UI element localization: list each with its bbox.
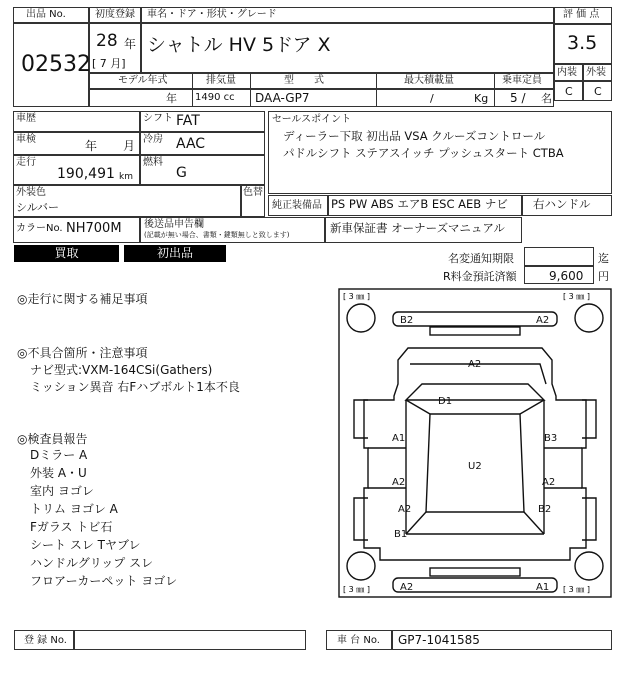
spec-divider-1 — [192, 73, 193, 107]
inspector-item: シート スレ Tヤブレ — [30, 538, 141, 552]
inspection-month: 月 — [123, 139, 136, 153]
windshield — [406, 384, 544, 400]
recycle-fee-value: 9,600 — [549, 269, 584, 283]
first-reg-year-unit: 年 — [124, 37, 137, 51]
shift-label: シフト — [143, 113, 173, 124]
steering-value: 右ハンドル — [533, 197, 591, 211]
aircon-label: 冷房 — [143, 134, 163, 145]
mark-right-front-door: A2 — [542, 477, 556, 488]
mark-left-front-fender: A1 — [392, 433, 406, 444]
capacity-value: 5 / — [510, 91, 526, 105]
reg-no-value-box — [74, 630, 306, 650]
aircon-value: AAC — [176, 136, 206, 152]
tire-label-br: [ 3 ㎜ ] — [563, 585, 590, 594]
mileage-value: 190,491 — [57, 166, 115, 182]
displacement-value: 1490 cc — [195, 92, 235, 103]
lot-label: 出品 No. — [26, 9, 66, 20]
front-grille — [430, 327, 520, 335]
interior-grade: C — [565, 85, 573, 98]
mileage-label: 走行 — [16, 157, 36, 168]
sales-points-line2: パドルシフト ステアスイッチ プッシュスタート CTBA — [283, 146, 564, 160]
inspector-item: フロアーカーペット ヨゴレ — [30, 574, 178, 588]
grade-label: 評 価 点 — [563, 9, 600, 20]
type-label: 型 式 — [284, 75, 324, 86]
damage-diagram — [338, 288, 612, 598]
ext-color-label: 外装色 — [16, 187, 46, 198]
sales-points-line1: ディーラー下取 初出品 VSA クルーズコントロール — [283, 129, 546, 143]
right-front-fender — [582, 400, 596, 438]
aftermarket-note: (記載が無い場合、書類・鍵類無しと致します) — [144, 231, 290, 239]
recycle-fee-label: R料金預託済額 — [443, 270, 517, 283]
max-load-slash: / — [430, 92, 434, 105]
capacity-unit: 名 — [541, 92, 552, 105]
capacity-label: 乗車定員 — [502, 75, 542, 86]
displacement-label: 排気量 — [206, 75, 236, 86]
notice-deadline-box — [524, 247, 594, 266]
tire-rear-left-icon — [347, 552, 375, 580]
mark-left-rear-quarter: B1 — [394, 529, 408, 540]
warranty-value: 新車保証書 オーナーズマニュアル — [330, 221, 505, 235]
max-load-unit: Kg — [474, 92, 489, 105]
mark-hood: A2 — [468, 359, 482, 370]
chassis-value: GP7-1041585 — [398, 633, 480, 647]
tire-front-right-icon — [575, 304, 603, 332]
first-reg-label: 初度登録 — [95, 9, 135, 20]
inspector-title: ◎検査員報告 — [17, 432, 88, 446]
first-reg-year: 28 — [96, 31, 118, 51]
defect-item: ミッション異音 右Fハブボルト1本不良 — [30, 380, 240, 394]
mark-rear-bumper-right: A1 — [536, 582, 550, 593]
aftermarket-label: 後送品申告欄 — [144, 219, 204, 230]
driving-notes-title: ◎走行に関する補足事項 — [17, 292, 148, 306]
color-no-label: カラーNo. — [16, 223, 63, 234]
first-reg-month: [ 7 月] — [92, 57, 126, 70]
car-diagram-svg — [338, 288, 612, 598]
spec-divider-4 — [494, 73, 495, 107]
history-label: 車歴 — [16, 113, 36, 124]
mark-front-bumper-left: B2 — [400, 315, 414, 326]
inspector-item: トリム ヨゴレ A — [30, 502, 118, 516]
fuel-label: 燃料 — [143, 157, 163, 168]
exterior-grade: C — [594, 85, 602, 98]
equipment-label: 純正装備品 — [272, 200, 322, 211]
model-year-unit: 年 — [166, 92, 177, 105]
rear-garnish — [430, 568, 520, 576]
mark-right-rear-door: B2 — [538, 504, 552, 515]
spec-divider-3 — [376, 73, 377, 107]
equipment-items: PS PW ABS エアB ESC AEB ナビ — [331, 197, 508, 211]
mark-left-front-door: A2 — [392, 477, 406, 488]
interior-label: 内装 — [557, 67, 577, 78]
type-value: DAA-GP7 — [255, 91, 310, 105]
model-year-label: モデル年式 — [118, 75, 168, 86]
spec-divider-2 — [250, 73, 251, 107]
grade-value: 3.5 — [567, 32, 598, 54]
chassis-label: 車 台 No. — [337, 635, 380, 646]
tire-front-left-icon — [347, 304, 375, 332]
mark-windshield: D1 — [438, 396, 453, 407]
inspector-item: 外装 A・U — [30, 466, 87, 480]
rear-bumper — [393, 578, 557, 592]
inspector-item: Fガラス トビ石 — [30, 520, 113, 534]
sales-points-label: セールスポイント — [272, 114, 352, 125]
ext-color-value: シルバー — [16, 201, 59, 214]
mark-left-rear-door: A2 — [398, 504, 412, 515]
mark-right-front-fender: B3 — [544, 433, 558, 444]
defects-title: ◎不具合箇所・注意事項 — [17, 346, 148, 360]
inspection-year: 年 — [85, 139, 98, 153]
mark-front-bumper-right: A2 — [536, 315, 550, 326]
tire-label-tl: [ 3 ㎜ ] — [343, 292, 370, 301]
tire-rear-right-icon — [575, 552, 603, 580]
lot-number: 02532 — [21, 52, 91, 77]
mark-roof: U2 — [468, 461, 482, 472]
first-listing-banner: 初出品 — [124, 245, 226, 262]
model-name: シャトル HV 5ドア X — [147, 34, 331, 56]
left-rear-fender — [354, 498, 368, 540]
right-rear-fender — [582, 498, 596, 540]
color-change-label: 色替 — [243, 187, 263, 198]
mark-rear-bumper-left: A2 — [400, 582, 414, 593]
inspector-item: Dミラー A — [30, 448, 88, 462]
shift-value: FAT — [176, 113, 200, 129]
fuel-value: G — [176, 165, 187, 181]
mileage-unit: km — [119, 172, 133, 182]
recycle-fee-unit: 円 — [598, 270, 609, 283]
tire-label-tr: [ 3 ㎜ ] — [563, 292, 590, 301]
inspector-item: ハンドルグリップ スレ — [30, 556, 154, 570]
left-front-fender — [354, 400, 368, 438]
defect-item: ナビ型式:VXM-164CSi(Gathers) — [30, 363, 213, 377]
notice-deadline-label: 名変通知期限 — [448, 252, 514, 265]
color-no-value: NH700M — [66, 221, 122, 236]
inspection-label: 車検 — [16, 134, 36, 145]
exterior-label: 外装 — [586, 67, 606, 78]
tire-label-bl: [ 3 ㎜ ] — [343, 585, 370, 594]
max-load-label: 最大積載量 — [404, 75, 454, 86]
reg-no-label: 登 録 No. — [24, 635, 67, 646]
model-name-label: 車名・ドア・形状・グレード — [147, 9, 277, 20]
front-bumper — [393, 312, 557, 326]
inspector-item: 室内 ヨゴレ — [30, 484, 94, 498]
buy-banner: 買取 — [14, 245, 119, 262]
notice-deadline-unit: 迄 — [598, 252, 609, 265]
